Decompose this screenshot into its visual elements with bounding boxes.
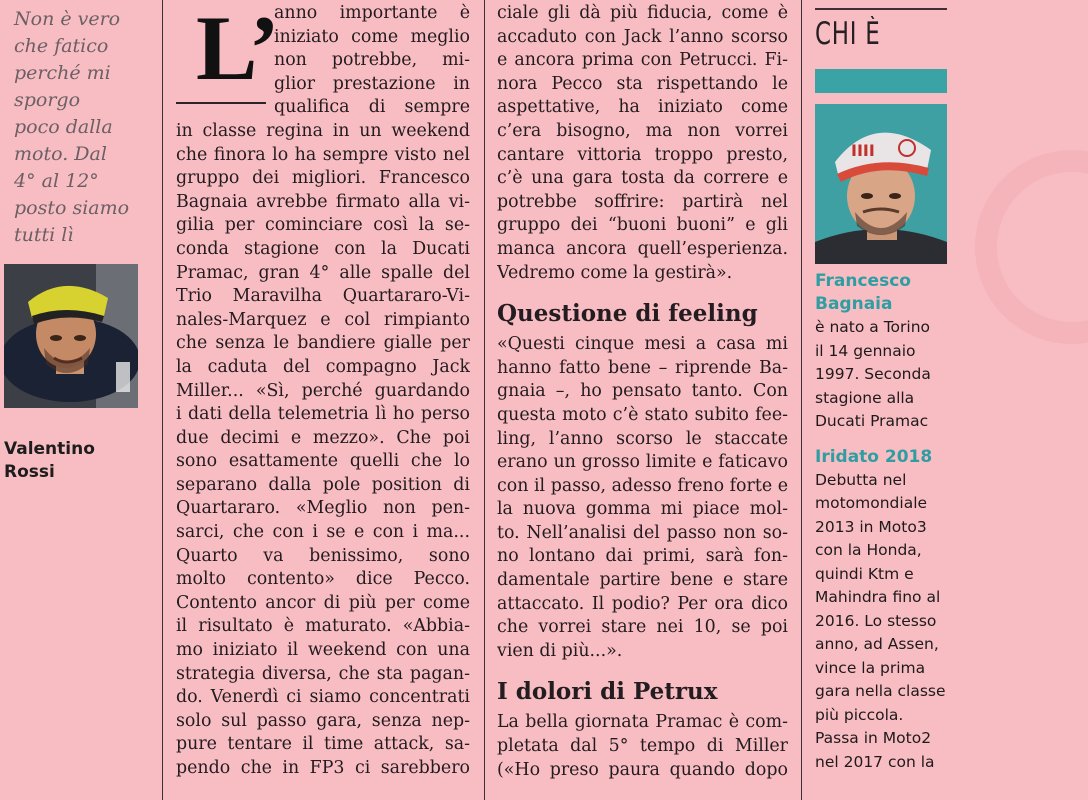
text-line: molto contento» dice Pecco. xyxy=(176,569,470,590)
text-line: ciale gli dà più fiducia, come è xyxy=(497,3,788,23)
career-line: motomondiale xyxy=(815,494,928,512)
career-line: più piccola. xyxy=(815,705,904,724)
text-line: accaduto con Jack l’anno scorso xyxy=(497,26,788,47)
background-decoration xyxy=(975,150,1088,344)
text-line: damentale partire bene e stare xyxy=(497,570,788,591)
career-line: anno, ad Assen, xyxy=(815,635,939,653)
text-line: sono esattamente quelli che lo xyxy=(176,451,470,472)
bio-line: 1997. Seconda xyxy=(815,365,931,383)
career-line: Debutta nel xyxy=(815,470,907,489)
subheading-feeling: Questione di feeling xyxy=(497,300,758,328)
career-line: gara nella classe xyxy=(815,682,946,700)
text-line: Pramac, gran 4° alle spalle del xyxy=(176,262,470,283)
text-line: iniziato come meglio xyxy=(274,26,470,47)
bio-line: il 14 gennaio xyxy=(815,341,916,360)
text-line: aspettative, ha iniziato come xyxy=(497,97,788,118)
career-line: 2016. Lo stesso xyxy=(815,611,937,630)
bio-line: Ducati Pramac xyxy=(815,412,929,430)
text-line: c’era bisogno, ma non vorrei xyxy=(497,120,788,141)
text-line: mo iniziato il weekend con una xyxy=(176,640,470,661)
text-line: che vorrei stare nei 10, se poi xyxy=(497,617,788,638)
text-line: il risultato è maturato. «Abbia- xyxy=(176,616,470,637)
text-line: due decimi e mezzo». Che poi xyxy=(176,427,470,448)
article-column-2 xyxy=(497,2,788,782)
bio-line: è nato a Torino xyxy=(815,318,931,336)
text-line: in classe regina in un weekend xyxy=(176,120,470,141)
text-line: «Questi cinque mesi a casa mi xyxy=(497,334,788,355)
sidebar-quote-column xyxy=(14,0,154,249)
text-line: no lontano dai primi, sarà fon- xyxy=(497,546,788,567)
text-line: non potrebbe, mi- xyxy=(274,50,470,71)
quote-line: sporgo xyxy=(14,89,81,111)
quote-line: tutti lì xyxy=(14,224,74,246)
text-line: manca ancora quell’esperienza. xyxy=(497,238,788,259)
text-line: strategia diversa, che sta pagan- xyxy=(176,663,470,684)
text-line: pletata dal 5° tempo di Miller xyxy=(497,736,788,757)
text-line: nora Pecco sta rispettando le xyxy=(497,73,788,94)
subheading-petrux: I dolori di Petrux xyxy=(497,678,718,706)
career-line: Mahindra fino al xyxy=(815,588,941,606)
career-line: nel 2017 con la xyxy=(815,752,935,771)
text-line: glior prestazione in xyxy=(274,73,470,94)
career-line: con la Honda, xyxy=(815,541,922,559)
column-divider xyxy=(162,0,163,800)
sidebar-name-first: Francesco xyxy=(815,271,911,291)
column-divider xyxy=(484,0,485,800)
text-line: Trio Maravilha Quartararo-Vi- xyxy=(176,286,470,307)
career-line: vince la prima xyxy=(815,658,926,677)
text-line: conda stagione con la Ducati xyxy=(176,238,470,259)
photo-caption-name xyxy=(4,438,95,484)
text-line: Quartararo. «Meglio non pen- xyxy=(176,498,470,519)
quote-line: 4° al 12° xyxy=(14,170,99,192)
text-line: Miller... «Sì, perché guardando xyxy=(176,380,470,401)
text-line: che finora lo ha sempre visto nel xyxy=(176,144,470,165)
quote-line: che fatico xyxy=(14,35,109,57)
text-line: gruppo dei migliori. Francesco xyxy=(176,168,470,189)
bagnaia-portrait-image xyxy=(815,104,947,264)
sidebar-bio xyxy=(815,270,965,774)
quote-line: poco dalla xyxy=(14,116,113,138)
text-line: pure tentare il time attack, sa- xyxy=(176,734,470,755)
text-line: Bagnaia avrebbe firmato alla vi- xyxy=(176,191,470,212)
text-line: gruppo dei “buoni buoni” e gli xyxy=(497,215,788,236)
text-line: pendo che in FP3 ci sarebbero xyxy=(176,758,470,778)
text-line: i dati della telemetria lì ho perso xyxy=(176,404,470,425)
career-line: 2013 in Moto3 xyxy=(815,517,927,536)
quote-line: moto. Dal xyxy=(14,143,107,165)
rossi-portrait-image xyxy=(4,264,138,408)
text-line: hanno fatto bene – riprende Ba- xyxy=(497,357,788,378)
text-line: e ancora prima con Petrucci. Fi- xyxy=(497,50,788,71)
quote-line: posto siamo xyxy=(14,197,130,219)
career-line: quindi Ktm e xyxy=(815,564,914,583)
bio-line: stagione alla xyxy=(815,388,915,407)
text-line: do. Venerdì ci siamo concentrati xyxy=(176,687,470,708)
career-line: Passa in Moto2 xyxy=(815,729,932,747)
caption-last-name: Rossi xyxy=(4,462,55,482)
text-line: Quarto va benissimo, sono xyxy=(176,545,470,566)
text-line: to. Nell’analisi del passo non so- xyxy=(497,522,788,543)
text-line: («Ho preso paura quando dopo xyxy=(497,759,788,780)
text-line: la caduta del compagno Jack xyxy=(176,356,470,377)
svg-text:IIII: IIII xyxy=(851,141,875,160)
text-line: Contento ancor di più per come xyxy=(176,592,470,613)
text-line: qualifica di sempre xyxy=(274,97,470,118)
text-line: c’è una gara tosta da correre e xyxy=(497,168,788,189)
text-line: solo sul passo gara, senza nep- xyxy=(176,710,470,731)
text-line: sarci, che con i se e con i ma... xyxy=(176,522,470,543)
drop-cap: L’ xyxy=(196,0,280,99)
quote-line: perché mi xyxy=(14,62,111,84)
text-line: cantare vittoria troppo presto, xyxy=(497,144,788,165)
text-line: erano un grosso limite e faticavo xyxy=(497,452,788,473)
sidebar-top-rule xyxy=(815,8,947,10)
text-line: con il passo, adesso freno forte e xyxy=(497,475,788,496)
text-line: La bella giornata Pramac è com- xyxy=(497,712,788,733)
text-line: nales-Marquez e col rimpianto xyxy=(176,309,470,330)
text-line: anno importante è xyxy=(274,3,470,23)
text-line: potrebbe soffrire: partirà nel xyxy=(497,191,788,212)
sidebar-name-last: Bagnaia xyxy=(815,294,893,314)
text-line: la nuova gomma mi piace mol- xyxy=(497,499,788,520)
text-line: questa moto c’è stato subito fee- xyxy=(497,404,788,425)
article-column-1 xyxy=(176,2,470,781)
pull-quote xyxy=(14,0,154,249)
sidebar-subheading: Iridato 2018 xyxy=(815,446,933,467)
bagnaia-photo xyxy=(815,104,947,264)
sidebar-accent-bar xyxy=(815,69,947,93)
text-line: gnaia –, ho pensato tanto. Con xyxy=(497,381,788,402)
text-line: che senza le bandiere gialle per xyxy=(176,333,470,354)
text-line: ling, l’anno scorso le staccate xyxy=(497,428,788,449)
text-line: Vedremo come la gestirà». xyxy=(497,262,733,283)
rossi-photo xyxy=(4,264,138,408)
text-line: attaccato. Il podio? Per ora dico xyxy=(497,593,788,614)
text-line: separano dalla pole position di xyxy=(176,474,470,495)
caption-first-name: Valentino xyxy=(4,439,95,459)
quote-line: Non è vero xyxy=(14,8,121,30)
text-line: gilia per cominciare così la se- xyxy=(176,215,470,236)
sidebar-title: CHI È xyxy=(815,16,881,52)
text-line: vien di più...». xyxy=(497,640,623,661)
column-divider xyxy=(801,0,802,800)
